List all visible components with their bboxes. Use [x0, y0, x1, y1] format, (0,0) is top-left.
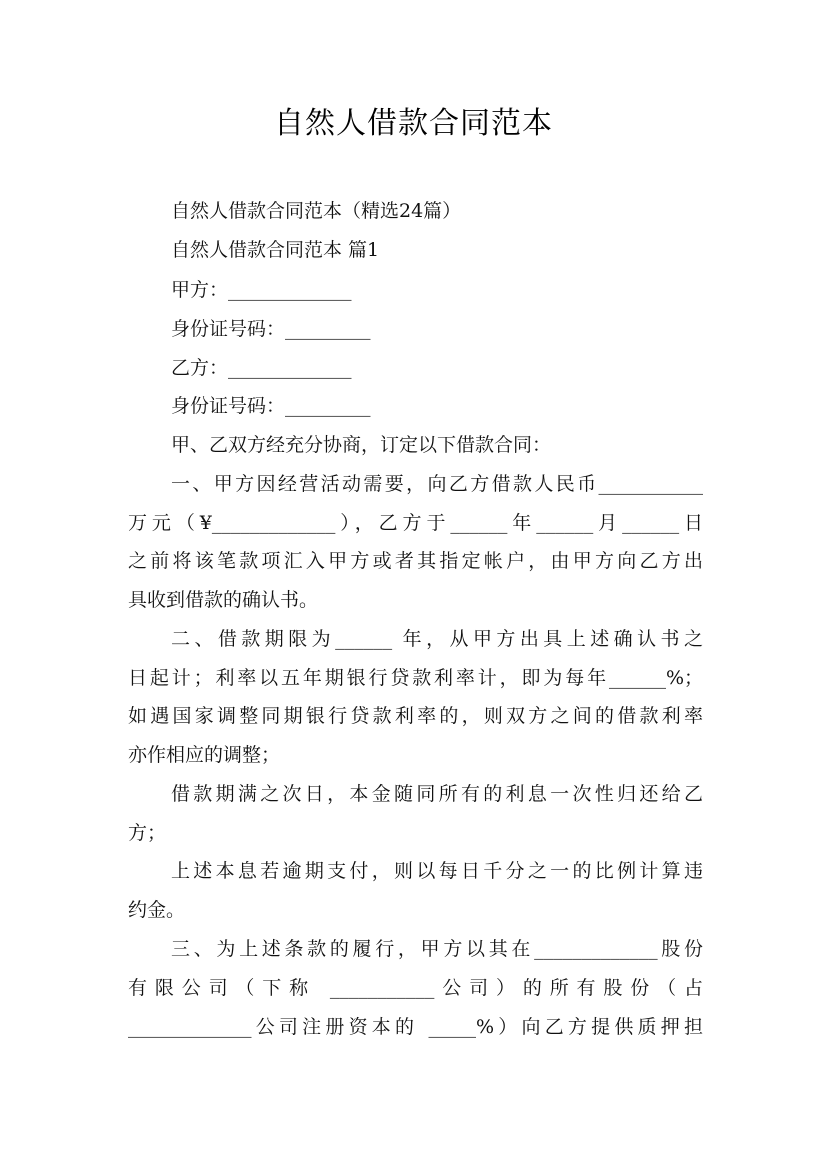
- agreement-intro-line: 甲、乙双方经充分协商，订定以下借款合同：: [171, 434, 552, 456]
- clause-3-line: 三、为上述条款的履行，甲方以其在_____________股份: [171, 938, 703, 960]
- clause-1-line: 具收到借款的确认书。: [128, 589, 319, 611]
- party-b-line: 乙方：_____________: [171, 357, 352, 379]
- subtitle-line: 自然人借款合同范本（精选24篇）: [171, 200, 462, 222]
- maturity-line: 方；: [128, 822, 167, 844]
- party-a-line: 甲方：_____________: [171, 279, 352, 301]
- maturity-line: 借款期满之次日，本金随同所有的利息一次性归还给乙: [171, 783, 703, 805]
- penalty-line: 约金。: [128, 899, 186, 921]
- section-heading: 自然人借款合同范本 篇1: [171, 239, 380, 261]
- document-title: 自然人借款合同范本: [274, 106, 553, 141]
- clause-1-line: 万元（¥_____________），乙方于______年______月______日: [128, 512, 703, 534]
- clause-2-line: 亦作相应的调整；: [128, 744, 281, 766]
- clause-2-line: 二、借款期限为______ 年，从甲方出具上述确认书之: [171, 628, 703, 650]
- clause-3-line: _____________公司注册资本的 _____%）向乙方提供质押担: [128, 1016, 703, 1038]
- clause-1-line: 之前将该笔款项汇入甲方或者其指定帐户，由甲方向乙方出: [128, 550, 703, 572]
- clause-1-line: 一、甲方因经营活动需要，向乙方借款人民币___________: [171, 473, 703, 495]
- clause-2-line: 如遇国家调整同期银行贷款利率的，则双方之间的借款利率: [128, 705, 703, 727]
- clause-2-line: 日起计；利率以五年期银行贷款利率计，即为每年______%；: [128, 667, 703, 689]
- clause-3-line: 有限公司（下称 ___________公司）的所有股份（占: [128, 977, 703, 999]
- party-a-id-line: 身份证号码：_________: [171, 318, 371, 340]
- penalty-line: 上述本息若逾期支付，则以每日千分之一的比例计算违: [171, 860, 703, 882]
- party-b-id-line: 身份证号码：_________: [171, 395, 371, 417]
